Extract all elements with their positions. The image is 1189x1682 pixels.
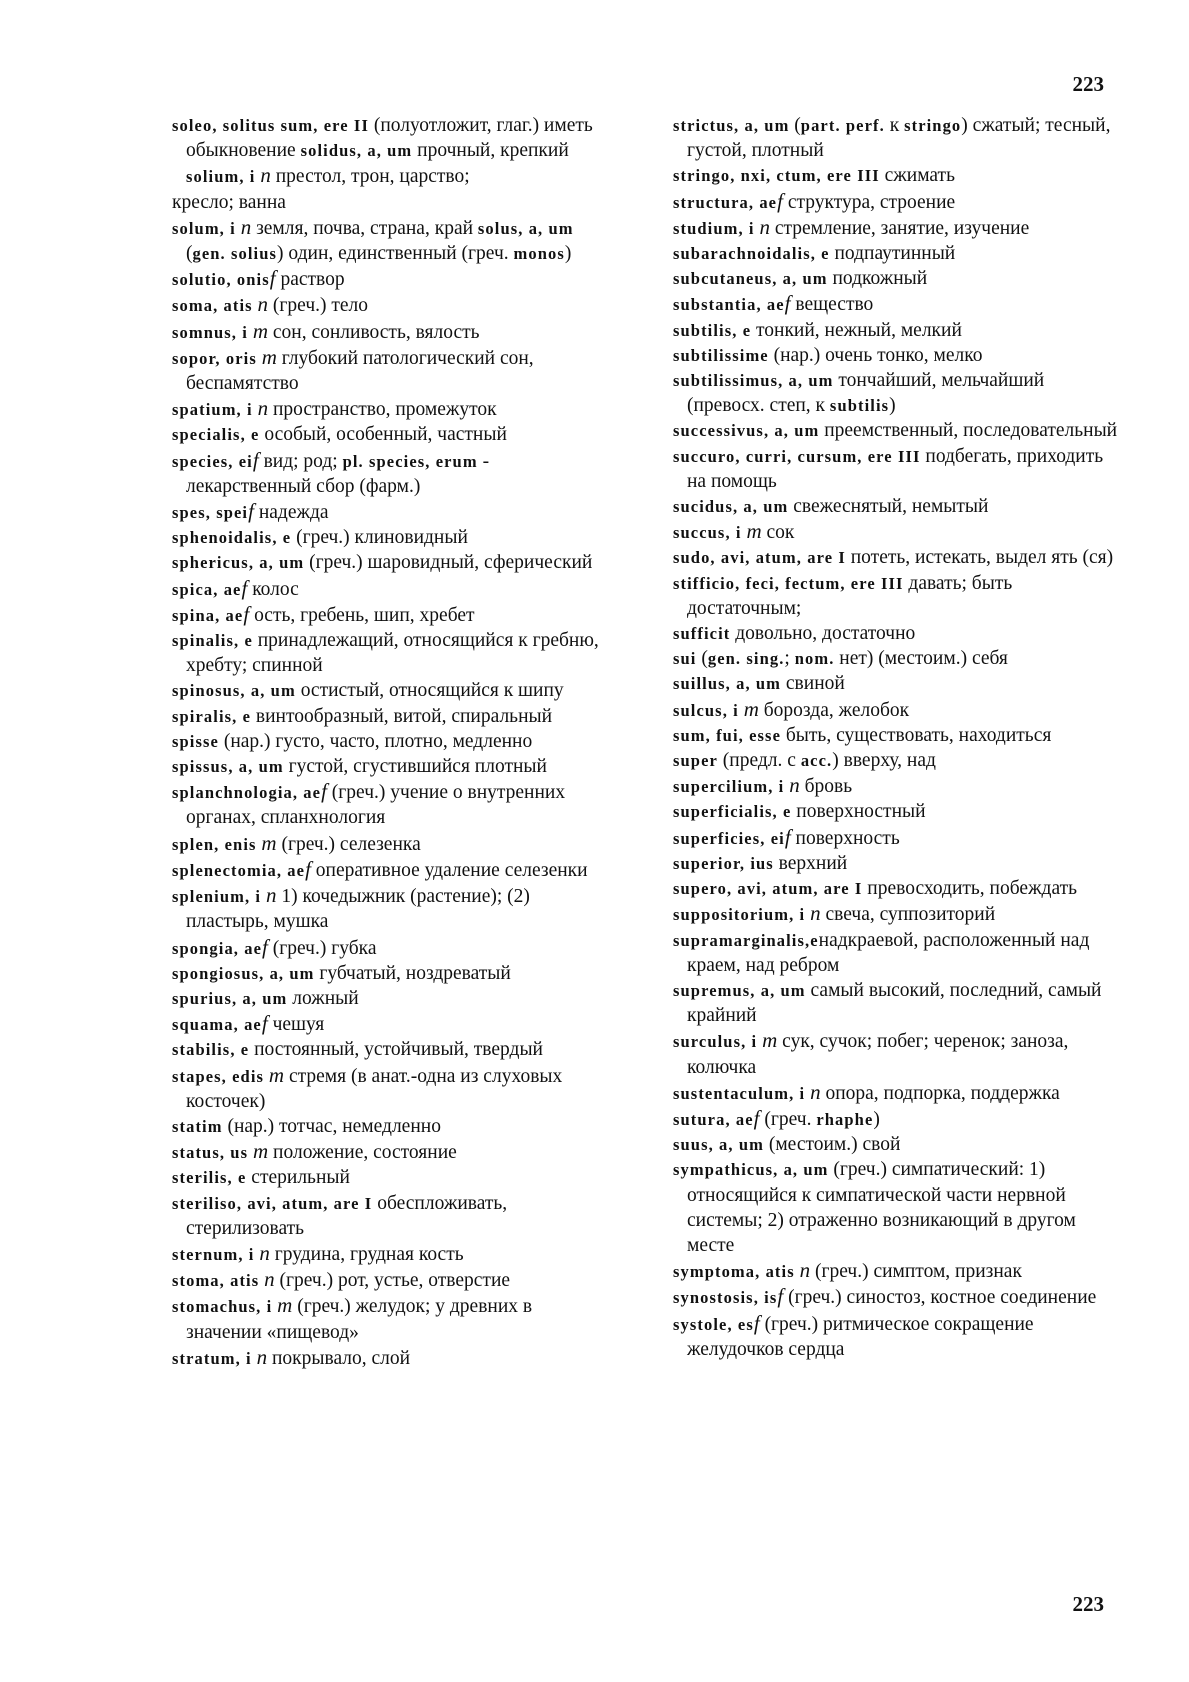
headword: structura, ae bbox=[673, 192, 778, 212]
definition-text: подбегать, приходить на помощь bbox=[687, 445, 1104, 492]
dictionary-entry bbox=[172, 1063, 612, 1114]
headword: spurius, a, um bbox=[172, 988, 288, 1008]
definition-text: земля, почва, страна, край bbox=[251, 217, 478, 239]
headword: part. perf. bbox=[800, 116, 885, 135]
headword: steriliso, avi, atum, are I bbox=[172, 1193, 373, 1213]
headword: solium, i bbox=[186, 167, 256, 187]
definition-text: (греч.) губка bbox=[267, 937, 377, 959]
gender-mark: n bbox=[240, 214, 252, 239]
dictionary-entry bbox=[673, 773, 1120, 799]
dictionary-entry bbox=[172, 1191, 612, 1241]
gender-mark: f bbox=[753, 1105, 760, 1130]
right-column bbox=[673, 113, 1120, 1362]
headword: successivus, a, um bbox=[673, 421, 820, 441]
dictionary-entry bbox=[673, 1284, 1120, 1310]
gender-mark: n bbox=[256, 1344, 268, 1369]
dictionary-entry bbox=[172, 883, 612, 934]
gender-mark: f bbox=[269, 266, 276, 291]
headword: superior, ius bbox=[673, 853, 774, 873]
gender-mark: m bbox=[268, 1062, 285, 1087]
dictionary-entry bbox=[673, 368, 1120, 418]
headword: stringo, nxi, ctum, ere III bbox=[673, 166, 880, 186]
headword: strictus, a, um bbox=[673, 116, 790, 135]
definition-text: ( bbox=[789, 115, 801, 136]
headword: sopor, oris bbox=[172, 348, 257, 368]
definition-text: положение, состояние bbox=[268, 1142, 457, 1164]
definition-text: особый, особенный, частный bbox=[259, 424, 507, 446]
gender-mark: f bbox=[777, 188, 783, 213]
definition-text: ость, гребень, шип, хребет bbox=[249, 604, 475, 626]
headword: sympathicus, a, um bbox=[673, 1160, 829, 1180]
definition-text: надкраевой, расположенный над краем, над ребром bbox=[687, 929, 1090, 976]
definition-text: ) bbox=[889, 395, 896, 417]
headword: splen, enis bbox=[172, 834, 257, 854]
headword: spatium, i bbox=[172, 400, 253, 420]
dictionary-entry bbox=[172, 266, 612, 292]
headword: spissus, a, um bbox=[172, 757, 284, 777]
dictionary-entry bbox=[673, 189, 1120, 215]
definition-text: (греч.) селезенка bbox=[276, 833, 421, 855]
headword: species, ei bbox=[172, 451, 253, 471]
headword: stringo bbox=[904, 116, 962, 135]
headword: gen. sing. bbox=[707, 649, 785, 669]
gender-mark: f bbox=[753, 1310, 760, 1335]
dictionary-entry bbox=[172, 779, 612, 830]
definition-text: свиной bbox=[781, 673, 845, 695]
definition-text: ) вверху, над bbox=[832, 750, 936, 772]
dictionary-entry bbox=[673, 723, 1120, 748]
definition-text: (греч.) учение о внутренних органах, спланхнология bbox=[186, 782, 566, 829]
headword: spongia, ae bbox=[172, 938, 263, 958]
dictionary-entry bbox=[172, 396, 612, 422]
gender-mark: m bbox=[261, 344, 277, 369]
gender-mark: f bbox=[784, 291, 791, 316]
dictionary-entry bbox=[673, 291, 1120, 317]
dictionary-entry bbox=[673, 318, 1120, 343]
dictionary-entry bbox=[172, 754, 612, 779]
headword: superficies, ei bbox=[673, 828, 785, 848]
dictionary-entry bbox=[172, 422, 612, 447]
definition-text: ( bbox=[186, 243, 193, 265]
definition-text: ) один, единственный (греч. bbox=[277, 243, 514, 265]
headword: supero, avi, atum, are I bbox=[673, 879, 863, 899]
definition-text: глубокий патологический сон, беспамятство bbox=[186, 347, 534, 395]
headword: sternum, i bbox=[172, 1244, 255, 1264]
gender-mark: m bbox=[746, 519, 762, 544]
definition-text: сук, сучок; побег; черенок; заноза, колючка bbox=[687, 1031, 1069, 1078]
definition-text: сон, сонливость, вялость bbox=[267, 321, 480, 343]
headword: stomachus, i bbox=[172, 1297, 273, 1317]
headword: subtilissimus, a, um bbox=[673, 371, 834, 391]
headword: sui bbox=[673, 649, 697, 669]
definition-text: вещество bbox=[790, 294, 874, 316]
dictionary-entry bbox=[673, 621, 1120, 646]
definition-text: поверхность bbox=[790, 827, 900, 849]
headword: spongiosus, a, um bbox=[172, 963, 315, 983]
dictionary-entry bbox=[673, 825, 1120, 851]
definition-text: оперативное удаление селезенки bbox=[310, 859, 588, 881]
page-number-top: 223 bbox=[1072, 72, 1104, 96]
dictionary-entry bbox=[172, 961, 612, 986]
headword: supercilium, i bbox=[673, 777, 785, 797]
gender-mark: m bbox=[762, 1028, 778, 1053]
headword: sum, fui, esse bbox=[673, 725, 781, 745]
dictionary-entry bbox=[172, 1345, 612, 1371]
definition-text: надежда bbox=[253, 502, 329, 524]
headword: subtilissime bbox=[673, 345, 769, 365]
definition-text: ( bbox=[696, 648, 708, 670]
dictionary-entry bbox=[673, 697, 1120, 723]
definition-text: ложный bbox=[287, 987, 359, 1009]
headword: sucidus, a, um bbox=[673, 497, 789, 517]
headword: stifficio, feci, fectum, ere III bbox=[673, 573, 904, 593]
headword: squama, ae bbox=[172, 1015, 262, 1035]
definition-text: довольно, достаточно bbox=[730, 623, 916, 645]
gender-mark: m bbox=[743, 696, 759, 721]
definition-text: (греч.) симптом, признак bbox=[810, 1261, 1022, 1283]
dictionary-entry bbox=[172, 857, 612, 883]
dictionary-entry bbox=[172, 628, 612, 678]
dictionary-entry bbox=[172, 935, 612, 961]
dictionary-entry bbox=[673, 113, 1120, 163]
definition-text: подкожный bbox=[827, 268, 928, 290]
dictionary-entry bbox=[172, 704, 612, 729]
definition-text: (греч.) ритмическое сокращение желудочков сердца bbox=[687, 1313, 1034, 1360]
definition-text: колос bbox=[247, 578, 299, 600]
dictionary-entry bbox=[673, 163, 1120, 188]
definition-text: остистый, относящийся к шипу bbox=[295, 680, 564, 702]
headword: supramarginalis,e bbox=[673, 930, 819, 950]
headword: solidus, a, um bbox=[300, 141, 413, 161]
headword: somnus, i bbox=[172, 322, 248, 342]
definition-text: (местоим.) свой bbox=[763, 1134, 901, 1156]
gender-mark: f bbox=[784, 824, 791, 849]
gender-mark: f bbox=[305, 856, 311, 881]
dictionary-entry bbox=[172, 1114, 612, 1139]
dictionary-entry bbox=[172, 1139, 612, 1165]
dictionary-entry bbox=[172, 1011, 612, 1037]
headword: superficialis, e bbox=[673, 802, 792, 822]
dictionary-entry bbox=[172, 1241, 612, 1267]
definition-text: ) сжатый; тесный, густой, плотный bbox=[687, 115, 1111, 162]
dictionary-entry bbox=[172, 678, 612, 703]
gender-mark: f bbox=[241, 575, 248, 600]
headword: spes, spei bbox=[172, 503, 249, 523]
headword: symptoma, atis bbox=[673, 1262, 795, 1282]
definition-text: свежеснятый, немытый bbox=[788, 496, 989, 518]
definition-text: (полуотложит, глаг.) иметь обыкновение bbox=[186, 115, 593, 162]
headword: sphericus, a, um bbox=[172, 553, 305, 573]
gender-mark: n bbox=[799, 1258, 811, 1283]
gender-mark: f bbox=[321, 779, 327, 804]
definition-text: ) bbox=[564, 243, 572, 265]
dictionary-entry bbox=[673, 444, 1120, 494]
headword: spiralis, e bbox=[172, 706, 252, 726]
headword: subtilis bbox=[829, 396, 890, 416]
dictionary-entry bbox=[673, 799, 1120, 824]
dictionary-entry bbox=[172, 499, 612, 525]
definition-text: (греч.) синостоз, костное соединение bbox=[783, 1287, 1097, 1309]
headword: specialis, e bbox=[172, 425, 260, 445]
headword: stoma, atis bbox=[172, 1271, 260, 1291]
gender-mark: n bbox=[810, 901, 821, 926]
headword: stapes, edis bbox=[172, 1066, 265, 1086]
headword: super bbox=[673, 751, 718, 771]
dictionary-entry bbox=[673, 851, 1120, 876]
left-column bbox=[172, 113, 612, 1371]
gender-mark: n bbox=[266, 883, 277, 908]
gender-mark: f bbox=[262, 934, 268, 959]
headword: splenectomia, ae bbox=[172, 860, 306, 880]
headword: suillus, a, um bbox=[673, 674, 782, 694]
definition-text: (греч.) рот, устье, отверстие bbox=[274, 1270, 511, 1292]
definition-text: пространство, промежуток bbox=[268, 399, 497, 421]
headword: pl. species, erum bbox=[342, 451, 478, 471]
dictionary-entry bbox=[673, 343, 1120, 368]
headword: subcutaneus, a, um bbox=[673, 269, 828, 289]
headword: splanchnologia, ae bbox=[172, 783, 322, 803]
dictionary-entry bbox=[673, 241, 1120, 266]
definition-text: быть, существовать, находиться bbox=[781, 724, 1052, 746]
headword: sutura, ae bbox=[673, 1109, 754, 1129]
headword: sustentaculum, i bbox=[673, 1083, 806, 1103]
headword: sudo, avi, atum, are I bbox=[673, 548, 846, 568]
dictionary-entry bbox=[172, 190, 612, 215]
gender-mark: n bbox=[759, 214, 770, 239]
definition-text: (греч.) клиновидный bbox=[291, 527, 468, 549]
headword: sphenoidalis, e bbox=[172, 528, 292, 548]
headword: rhaphe bbox=[816, 1109, 874, 1129]
headword: spinalis, e bbox=[172, 631, 253, 651]
headword: succuro, curri, cursum, ere III bbox=[673, 446, 921, 466]
definition-text: (греч.) симпатический: 1) относящийся к симпатической части нервной системы; 2) отраженно возникающий в другом месте bbox=[687, 1159, 1076, 1256]
dictionary-entry bbox=[172, 550, 612, 575]
dictionary-entry bbox=[673, 876, 1120, 901]
definition-text: (греч.) шаровидный, сферический bbox=[304, 552, 593, 574]
definition-text: вид; род; bbox=[258, 450, 343, 472]
definition-text: самый высокий, последний, самый крайний bbox=[687, 979, 1102, 1027]
dictionary-entry bbox=[673, 1106, 1120, 1132]
dictionary-entry bbox=[673, 418, 1120, 443]
gender-mark: m bbox=[261, 830, 277, 855]
headword: substantia, ae bbox=[673, 295, 785, 315]
definition-text: (нар.) густо, часто, плотно, медленно bbox=[218, 730, 533, 752]
definition-text: поверхностный bbox=[791, 801, 926, 823]
dictionary-entry bbox=[172, 1037, 612, 1062]
dictionary-entry bbox=[673, 266, 1120, 291]
dictionary-entry bbox=[172, 345, 612, 396]
page-number-bottom: 223 bbox=[1072, 1592, 1104, 1616]
dictionary-entry bbox=[172, 525, 612, 550]
headword: sufficit bbox=[673, 624, 731, 644]
definition-text: губчатый, ноздреватый bbox=[314, 962, 511, 984]
definition-text: принадлежащий, относящийся к гребню, хребту; спинной bbox=[186, 630, 599, 677]
dictionary-entry bbox=[673, 545, 1120, 570]
dictionary-entry bbox=[673, 1080, 1120, 1106]
definition-text: превосходить, побеждать bbox=[862, 878, 1078, 900]
definition-text: структура, строение bbox=[782, 191, 956, 213]
definition-text: бровь bbox=[799, 776, 853, 798]
definition-text: подпаутинный bbox=[829, 243, 956, 265]
headword: suus, a, um bbox=[673, 1135, 764, 1155]
definition-text: густой, сгустившийся плотный bbox=[283, 756, 547, 778]
definition-text: ) bbox=[873, 1108, 880, 1130]
gender-mark: n bbox=[257, 292, 269, 317]
dictionary-entry bbox=[172, 729, 612, 754]
gender-mark: f bbox=[777, 1284, 784, 1309]
definition-text: стремление, занятие, изучение bbox=[769, 217, 1030, 239]
headword: suppositorium, i bbox=[673, 905, 806, 925]
headword: sulcus, i bbox=[673, 700, 739, 720]
definition-text: обеспложивать, стерилизовать bbox=[186, 1192, 508, 1239]
definition-text: - лекарственный сбор (фарм.) bbox=[186, 450, 490, 497]
gender-mark: m bbox=[277, 1293, 293, 1318]
gender-mark: n bbox=[259, 1240, 270, 1265]
headword: sterilis, e bbox=[172, 1168, 247, 1188]
headword: systole, es bbox=[673, 1314, 754, 1334]
dictionary-entry bbox=[673, 1028, 1120, 1079]
gender-mark: n bbox=[789, 773, 800, 798]
dictionary-entry bbox=[673, 748, 1120, 773]
definition-text: (нар.) тотчас, немедленно bbox=[222, 1115, 441, 1137]
gender-mark: n bbox=[264, 1267, 275, 1292]
definition-text: покрывало, слой bbox=[267, 1347, 411, 1369]
headword: subarachnoidalis, e bbox=[673, 244, 830, 264]
headword: soma, atis bbox=[172, 296, 253, 316]
headword: stabilis, e bbox=[172, 1040, 250, 1060]
definition-text: потеть, истекать, выдел ять (ся) bbox=[845, 547, 1114, 569]
definition-text: давать; быть достаточным; bbox=[687, 572, 1013, 619]
definition-text: опора, подпорка, поддержка bbox=[820, 1082, 1060, 1104]
definition-text: (нар.) очень тонко, мелко bbox=[768, 344, 983, 366]
definition-text: (предл. с bbox=[717, 750, 801, 772]
dictionary-entry bbox=[673, 494, 1120, 519]
definition-text: кресло; ванна bbox=[172, 191, 286, 213]
headword: solum, i bbox=[172, 218, 236, 238]
headword: spisse bbox=[172, 731, 219, 751]
headword: succus, i bbox=[673, 523, 742, 543]
headword: spinosus, a, um bbox=[172, 681, 296, 701]
dictionary-entry bbox=[172, 831, 612, 857]
definition-text: сжимать bbox=[879, 165, 955, 187]
gender-mark: f bbox=[261, 1011, 268, 1036]
headword: nom. bbox=[794, 649, 835, 669]
dictionary-entry bbox=[673, 646, 1120, 671]
dictionary-entry bbox=[172, 215, 612, 266]
headword: spina, ae bbox=[172, 605, 244, 625]
definition-text: тончайший, мельчайший (превосх. степ, к bbox=[687, 370, 1045, 417]
dictionary-entry bbox=[172, 448, 612, 499]
definition-text: постоянный, устойчивый, твердый bbox=[249, 1039, 543, 1061]
definition-text: (греч. bbox=[759, 1108, 817, 1130]
definition-text: к bbox=[884, 115, 905, 136]
dictionary-entry bbox=[172, 1267, 612, 1293]
dictionary-entry bbox=[673, 1258, 1120, 1284]
definition-text: свеча, суппозиторий bbox=[820, 904, 996, 926]
dictionary-entry bbox=[172, 113, 612, 190]
dictionary-entry bbox=[172, 576, 612, 602]
gender-mark: m bbox=[252, 1139, 269, 1164]
definition-text: ; bbox=[784, 648, 795, 670]
definition-text: 1) кочедыжник (растение); (2) пластырь, мушка bbox=[186, 886, 530, 933]
headword: monos bbox=[513, 244, 565, 264]
definition-text: раствор bbox=[275, 269, 345, 291]
definition-text: борозда, желобок bbox=[758, 699, 910, 721]
headword: stratum, i bbox=[172, 1348, 252, 1368]
definition-text: сок bbox=[761, 522, 795, 544]
headword: solutio, onis bbox=[172, 270, 270, 290]
definition-text: грудина, грудная кость bbox=[269, 1243, 464, 1265]
definition-text: тонкий, нежный, мелкий bbox=[751, 319, 962, 341]
headword: soleo, solitus sum, ere II bbox=[172, 116, 369, 135]
definition-text: верхний bbox=[773, 852, 848, 874]
headword: spica, ae bbox=[172, 579, 242, 599]
dictionary-entry bbox=[673, 215, 1120, 241]
gender-mark: n bbox=[810, 1079, 821, 1104]
dictionary-entry bbox=[172, 1165, 612, 1190]
definition-text: (греч.) желудок; у древних в значении «пищевод» bbox=[186, 1296, 533, 1343]
dictionary-entry bbox=[172, 319, 612, 345]
gender-mark: f bbox=[252, 447, 259, 472]
definition-text: чешуя bbox=[267, 1014, 325, 1036]
headword: subtilis, e bbox=[673, 320, 752, 340]
headword: statim bbox=[172, 1116, 223, 1136]
definition-text: стерильный bbox=[246, 1167, 350, 1189]
dictionary-entry bbox=[673, 671, 1120, 696]
headword: splenium, i bbox=[172, 887, 262, 907]
dictionary-entry bbox=[673, 901, 1120, 927]
gender-mark: m bbox=[252, 318, 268, 343]
definition-text: стремя (в анат.-одна из слуховых косточек) bbox=[186, 1065, 563, 1112]
definition-text: (греч.) тело bbox=[268, 295, 369, 317]
dictionary-entry bbox=[172, 1293, 612, 1344]
definition-text: винтообразный, витой, спиральный bbox=[251, 705, 553, 727]
dictionary-entry bbox=[172, 986, 612, 1011]
gender-mark: n bbox=[260, 163, 271, 188]
dictionary-entry bbox=[673, 519, 1120, 545]
dictionary-entry bbox=[673, 1311, 1120, 1362]
dictionary-entry bbox=[673, 1132, 1120, 1157]
gender-mark: n bbox=[257, 396, 269, 421]
gender-mark: f bbox=[243, 601, 250, 626]
definition-text: престол, трон, царство; bbox=[270, 166, 470, 188]
dictionary-entry bbox=[673, 928, 1120, 978]
headword: surculus, i bbox=[673, 1032, 758, 1052]
dictionary-entry bbox=[673, 1157, 1120, 1258]
headword: acc. bbox=[800, 751, 833, 771]
headword: status, us bbox=[172, 1143, 249, 1163]
definition-text: преемственный, последовательный bbox=[819, 420, 1118, 442]
headword: supremus, a, um bbox=[673, 980, 806, 1000]
headword: solus, a, um bbox=[477, 218, 574, 238]
dictionary-entry bbox=[172, 602, 612, 628]
dictionary-entry bbox=[673, 571, 1120, 621]
dictionary-entry bbox=[172, 292, 612, 318]
definition-text: прочный, крепкий bbox=[412, 140, 569, 162]
definition-text: нет) (местоим.) себя bbox=[834, 648, 1008, 670]
headword: gen. solius bbox=[192, 244, 278, 264]
headword: synostosis, is bbox=[673, 1288, 778, 1308]
dictionary-entry bbox=[673, 978, 1120, 1028]
headword: studium, i bbox=[673, 218, 755, 238]
gender-mark: f bbox=[248, 499, 254, 524]
